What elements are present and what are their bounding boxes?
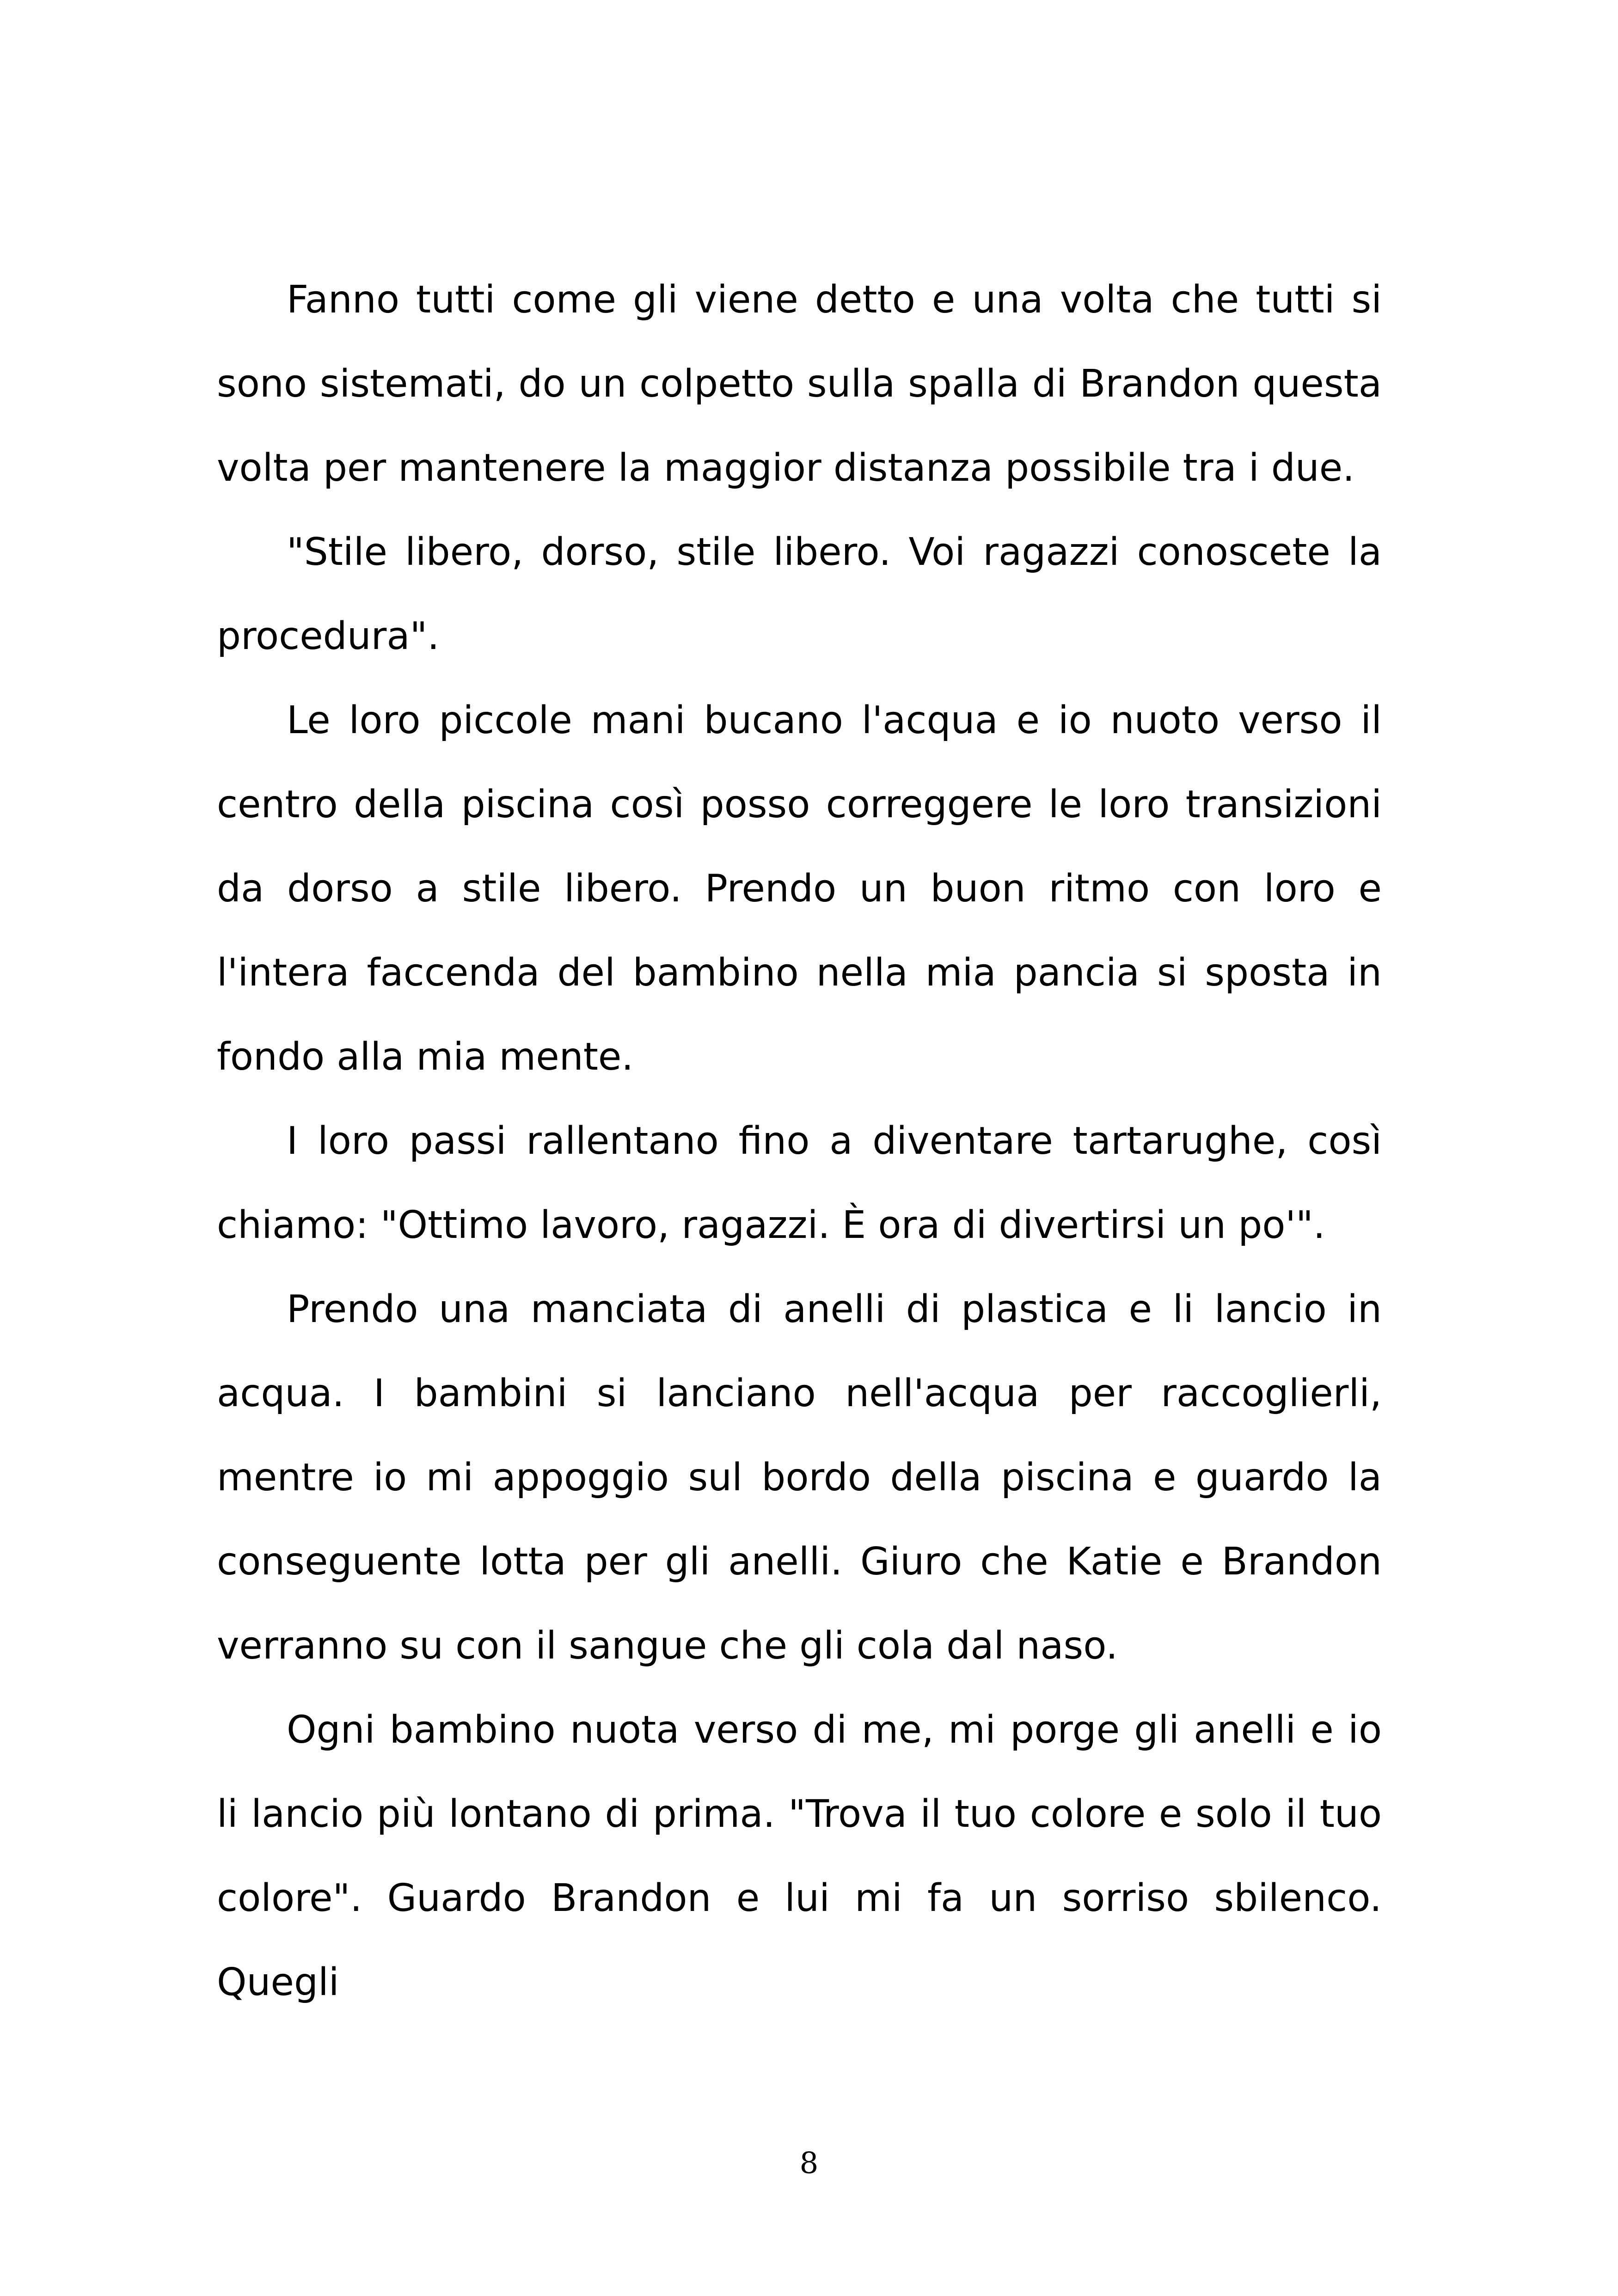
paragraph-4: I loro passi rallentano fino a diventare tartarughe, così chiamo: "Ottimo lavoro, ragazzi. È ora di divertirsi un po'". xyxy=(217,1119,1382,1247)
paragraph-3: Le loro piccole mani bucano l'acqua e io nuoto verso il centro della piscina così posso correggere le loro transizioni da dorso a stile libero. Prendo un buon ritmo con loro e l'intera faccenda del bambino nella mia pancia si sposta in fondo alla mia mente. xyxy=(217,698,1382,1079)
paragraph-1: Fanno tutti come gli viene detto e una volta che tutti si sono sistemati, do un colpetto sulla spalla di Brandon questa volta per mantenere la maggior distanza possibile tra i due. xyxy=(217,278,1382,490)
paragraph-6: Ogni bambino nuota verso di me, mi porge gli anelli e io li lancio più lontano di prima. "Trova il tuo colore e solo il tuo colore". Guardo Brandon e lui mi fa un sorriso sbilenco. Quegli xyxy=(217,1708,1382,2004)
body-text xyxy=(217,258,1382,2025)
paragraph-5: Prendo una manciata di anelli di plastica e li lancio in acqua. I bambini si lanciano nell'acqua per raccoglierli, mentre io mi appoggio sul bordo della piscina e guardo la conseguente lotta per gli anelli. Giuro che Katie e Brandon verranno su con il sangue che gli cola dal naso. xyxy=(217,1287,1382,1668)
paragraph-2: "Stile libero, dorso, stile libero. Voi ragazzi conoscete la procedura". xyxy=(217,530,1382,658)
page-number: 8 xyxy=(799,2146,819,2180)
